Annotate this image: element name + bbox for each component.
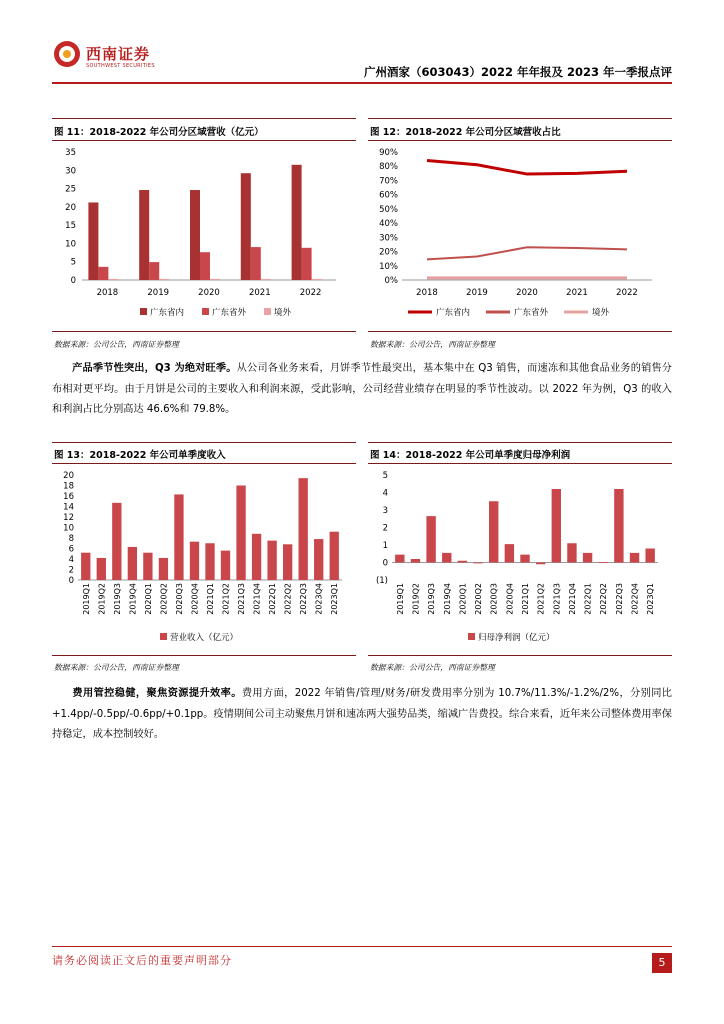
bar	[236, 486, 245, 581]
y-tick-label: 15	[65, 221, 76, 232]
paragraph-seasonality-body: 从公司各业务来看，月饼季节性最突出，基本集中在 Q3 销售，而速冻和其他食品业务的销售分布相对更平均。由于月饼是公司的主要收入和利润来源，受此影响，公司经营业绩存在明显的季节性波动。以 2022 年为例，Q3 的收入和利润占比分别高达 46.6%和 79.8%。	[52, 363, 672, 415]
y-tick-label: 25	[65, 184, 76, 195]
fig13-chart	[52, 467, 356, 652]
bar	[314, 539, 323, 580]
x-tick-label: 2020	[516, 288, 538, 298]
paragraph-seasonality	[52, 359, 672, 421]
paragraph-expenses-lead: 费用管控稳健，聚焦资源提升效率。	[72, 688, 242, 699]
y-tick-label: 14	[63, 502, 74, 513]
y-tick-label: 4	[68, 555, 74, 565]
bar	[88, 202, 98, 280]
fig13-title: 图 13：2018-2022 年公司单季度收入	[54, 450, 226, 461]
legend-label: 广东省内	[150, 308, 185, 318]
x-tick-label: 2021Q2	[221, 583, 231, 615]
bar	[112, 503, 121, 580]
fig14-top-rule	[368, 442, 672, 443]
fig14-title: 图 14：2018-2022 年公司单季度归母净利润	[370, 450, 571, 461]
x-tick-label: 2021Q1	[521, 583, 530, 615]
y-tick-label: 6	[68, 544, 74, 555]
x-tick-label: 2022Q1	[583, 583, 593, 615]
bar	[312, 279, 322, 280]
bar	[442, 553, 451, 563]
bar	[458, 561, 467, 563]
x-tick-label: 2022Q3	[299, 583, 309, 615]
y-tick-label: 80%	[379, 162, 398, 173]
y-tick-label: 12	[63, 513, 74, 523]
fig12-chart	[368, 144, 672, 328]
y-tick-label: (1)	[375, 576, 388, 586]
page-number: 5	[652, 953, 672, 973]
fig11-title-rule	[52, 140, 356, 141]
y-tick-label: 30	[65, 166, 76, 177]
y-tick-label: 35	[65, 148, 76, 158]
x-tick-label: 2021Q2	[536, 583, 546, 615]
y-tick-label: 20	[63, 471, 74, 481]
paragraph-expenses-body: 费用方面，2022 年销售/管理/财务/研发费用率分别为 10.7%/11.3%/-1.2%/2%，分别同比+1.4pp/-0.5pp/-0.6pp/+0.1pp。疫情期间公司主动聚焦月饼和速冻两大强势品类，缩减广告费投。综合来看，近年来公司整体费用率保持稳定，成本控制较好。	[52, 688, 672, 740]
fig13-top-rule	[52, 442, 356, 443]
y-tick-label: 16	[63, 492, 74, 502]
bar	[97, 558, 106, 580]
legend-label: 广东省外	[212, 308, 247, 318]
bar	[645, 549, 654, 563]
fig12-title: 图 12：2018-2022 年公司分区域营收占比	[370, 127, 561, 138]
legend-label: 广东省外	[514, 308, 549, 318]
fig12-top-rule	[368, 118, 672, 119]
fig13-source: 数据来源：公司公告，西南证券整理	[54, 663, 179, 672]
legend-label: 归母净利润（亿元）	[478, 633, 555, 643]
y-tick-label: 0	[70, 276, 76, 286]
x-tick-label: 2020Q4	[505, 583, 515, 615]
bar	[108, 279, 118, 280]
fig14-source: 数据来源：公司公告，西南证券整理	[370, 663, 495, 672]
header-rule	[52, 82, 672, 84]
fig11-top-rule	[52, 118, 356, 119]
fig14-chart	[368, 467, 672, 652]
x-tick-label: 2023Q1	[330, 583, 340, 615]
fig14-bottom-rule	[368, 655, 672, 656]
fig13-title-rule	[52, 463, 356, 464]
bar	[411, 559, 420, 563]
footer-disclaimer: 请务必阅读正文后的重要声明部分	[52, 954, 232, 967]
bar	[299, 478, 308, 580]
y-tick-label: 2	[68, 565, 74, 576]
x-tick-label: 2023Q1	[646, 583, 656, 615]
fig11-source: 数据来源：公司公告，西南证券整理	[54, 340, 179, 349]
bar	[473, 563, 482, 564]
x-tick-label: 2022	[616, 288, 638, 298]
x-tick-label: 2021	[248, 288, 271, 298]
legend-swatch	[140, 308, 147, 315]
x-tick-label: 2022Q3	[614, 583, 624, 615]
y-tick-label: 10	[63, 523, 74, 534]
x-tick-label: 2022Q4	[630, 583, 640, 615]
fig13-bottom-rule	[52, 655, 356, 656]
y-tick-label: 20%	[379, 247, 398, 258]
x-tick-label: 2018	[416, 288, 438, 298]
x-tick-label: 2021Q4	[567, 583, 577, 615]
x-tick-label: 2022	[299, 288, 322, 298]
series-line	[427, 161, 627, 175]
paragraph-seasonality-lead: 产品季节性突出，Q3 为绝对旺季。	[72, 363, 237, 374]
bar	[252, 534, 261, 580]
x-tick-label: 2019Q1	[395, 583, 405, 615]
x-tick-label: 2021	[566, 288, 588, 298]
bar	[143, 553, 152, 580]
bar	[267, 541, 276, 580]
x-tick-label: 2018	[96, 288, 119, 298]
bar	[520, 555, 529, 563]
y-tick-label: 10%	[379, 261, 398, 272]
y-tick-label: 90%	[379, 148, 398, 158]
x-tick-label: 2019	[466, 288, 488, 298]
y-tick-label: 4	[382, 488, 388, 499]
bar	[330, 532, 339, 580]
legend-swatch	[264, 308, 271, 315]
fig14-title-rule	[368, 463, 672, 464]
logo-mark-dot	[63, 50, 71, 58]
x-tick-label: 2020Q4	[190, 583, 200, 615]
legend-label: 广东省内	[436, 308, 471, 318]
bar	[302, 248, 312, 280]
bar	[489, 501, 498, 562]
paragraph-expenses	[52, 684, 672, 746]
bar	[567, 543, 576, 562]
fig11-title: 图 11：2018-2022 年公司分区域营收（亿元）	[54, 127, 264, 138]
x-tick-label: 2020	[198, 288, 220, 298]
bar	[599, 562, 608, 563]
series-line	[427, 247, 627, 259]
bar	[205, 543, 214, 580]
x-tick-label: 2022Q2	[283, 583, 293, 615]
fig12-source: 数据来源：公司公告，西南证券整理	[370, 340, 495, 349]
bar	[139, 190, 149, 280]
bar	[251, 247, 261, 280]
x-tick-label: 2020Q1	[143, 583, 153, 615]
x-tick-label: 2021Q4	[252, 583, 262, 615]
bar	[552, 489, 561, 563]
bar	[261, 279, 271, 280]
bar	[536, 563, 545, 565]
bar	[241, 173, 251, 280]
bar	[210, 279, 220, 280]
logo-text: 西南证券	[86, 45, 151, 63]
bar	[200, 252, 210, 280]
x-tick-label: 2020Q3	[489, 583, 499, 615]
fig11-bottom-rule	[52, 331, 356, 332]
legend-label: 营业收入（亿元）	[170, 633, 239, 643]
y-tick-label: 18	[63, 481, 74, 492]
bar	[174, 494, 183, 580]
x-tick-label: 2019Q3	[427, 583, 437, 615]
y-tick-label: 2	[382, 523, 388, 534]
fig11-chart	[52, 144, 356, 328]
legend-swatch	[202, 308, 209, 315]
x-tick-label: 2021Q3	[237, 583, 247, 615]
x-tick-label: 2021Q3	[552, 583, 562, 615]
legend-swatch	[468, 633, 475, 640]
x-tick-label: 2019Q3	[112, 583, 122, 615]
y-tick-label: 10	[65, 239, 76, 250]
y-tick-label: 3	[382, 506, 388, 516]
y-tick-label: 0	[68, 576, 74, 586]
x-tick-label: 2020Q1	[458, 583, 468, 615]
x-tick-label: 2022Q2	[599, 583, 609, 615]
x-tick-label: 2021Q1	[206, 583, 215, 615]
x-tick-label: 2019Q2	[97, 583, 107, 615]
x-tick-label: 2020Q3	[174, 583, 184, 615]
bar	[292, 165, 302, 280]
x-tick-label: 2019Q2	[411, 583, 421, 615]
y-tick-label: 1	[382, 541, 388, 551]
bar	[395, 555, 404, 563]
x-tick-label: 2020Q2	[159, 583, 169, 615]
y-tick-label: 50%	[379, 204, 398, 215]
bar	[128, 547, 137, 580]
report-title: 广州酒家（603043）2022 年年报及 2023 年一季报点评	[363, 65, 672, 79]
y-tick-label: 0	[382, 558, 388, 569]
x-tick-label: 2020Q2	[474, 583, 484, 615]
bar	[190, 542, 199, 580]
x-tick-label: 2019	[147, 288, 170, 298]
legend-label: 境外	[274, 308, 292, 318]
logo-subtext: SOUTHWEST SECURITIES	[86, 63, 155, 69]
x-tick-label: 2022Q1	[268, 583, 278, 615]
footer-rule	[52, 946, 672, 947]
y-tick-label: 30%	[379, 233, 398, 244]
legend-swatch	[160, 633, 167, 640]
x-tick-label: 2019Q1	[81, 583, 91, 615]
x-tick-label: 2019Q4	[128, 583, 138, 615]
y-tick-label: 40%	[379, 219, 398, 230]
x-tick-label: 2019Q4	[442, 583, 452, 615]
y-tick-label: 60%	[379, 190, 398, 201]
bar	[630, 553, 639, 563]
bar	[583, 553, 592, 563]
fig12-title-rule	[368, 140, 672, 141]
bar	[81, 553, 90, 580]
x-tick-label: 2023Q4	[314, 583, 324, 615]
bar	[221, 551, 230, 580]
y-tick-label: 0%	[384, 276, 398, 286]
bar	[505, 544, 514, 562]
bar	[283, 544, 292, 580]
legend-label: 境外	[592, 308, 610, 318]
bar	[149, 262, 159, 280]
bar	[426, 516, 435, 562]
bar	[614, 489, 623, 563]
bar	[159, 279, 169, 280]
bar	[159, 558, 168, 580]
y-tick-label: 20	[65, 202, 76, 213]
y-tick-label: 5	[382, 471, 388, 481]
bar	[190, 190, 200, 280]
y-tick-label: 8	[68, 534, 74, 544]
y-tick-label: 70%	[379, 176, 398, 187]
bar	[98, 267, 108, 280]
fig12-bottom-rule	[368, 331, 672, 332]
y-tick-label: 5	[70, 257, 76, 268]
